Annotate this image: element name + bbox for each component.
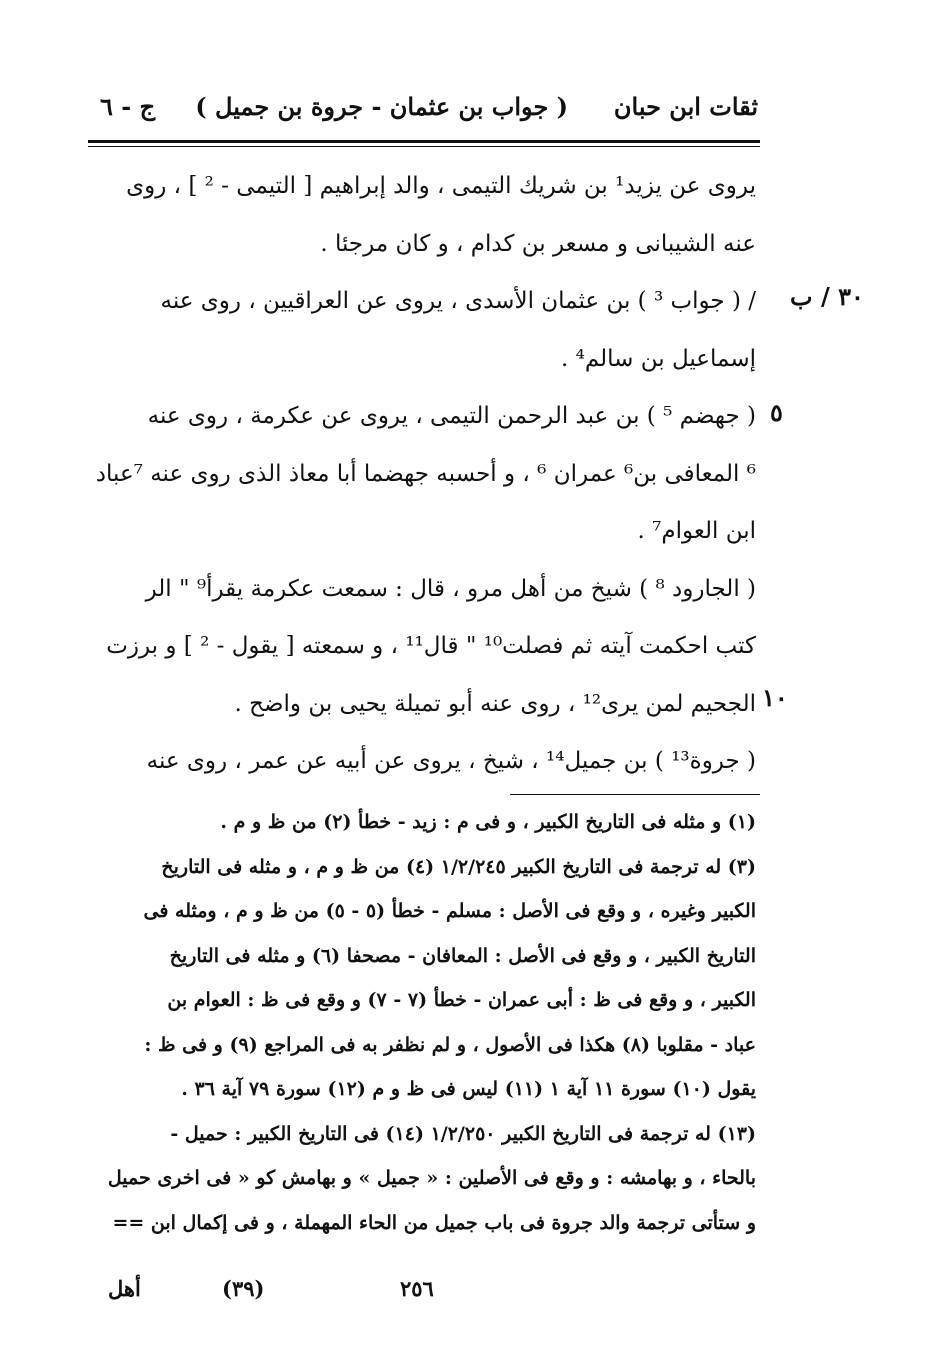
main-text-body (92, 158, 756, 791)
text-line: ( الجارود ⁸ ) شيخ من أهل مرو ، قال : سمعت عكرمة يقرأ⁹ " الر (145, 575, 756, 602)
section-title: ( جواب بن عثمان - جروة بن جميل ) (195, 92, 568, 121)
footnote-line: عباد - مقلوبا (٨) هكذا فى الأصول ، و لم نظفر به فى المراجع (٩) و فى ظ : (144, 1033, 756, 1056)
text-line: ( جروة¹³ ) بن جميل¹⁴ ، شيخ ، يروى عن أبيه عن عمر ، روى عنه (146, 748, 756, 774)
volume-label: ج - ٦ (100, 92, 156, 121)
text-line: ( جهضم ⁵ ) بن عبد الرحمن التيمى ، يروى عن عكرمة ، روى عنه (147, 403, 756, 429)
page-number: ٢٥٦ (400, 1276, 434, 1301)
footnote-line: بالحاء ، و بهامشه : و وقع فى الأصلين : « جميل » و بهامش كو « فى اخرى حميل (107, 1167, 756, 1189)
text-line: ⁶ المعافى بن⁶ عمران ⁶ ، و أحسبه جهضما أبا معاذ الذى روى عنه ⁷عباد (95, 460, 756, 487)
header-rule-thick (88, 140, 760, 143)
text-line: / ( جواب ³ ) بن عثمان الأسدى ، يروى عن العراقيين ، روى عنه (160, 288, 756, 314)
footnote-line: (٣) له ترجمة فى التاريخ الكبير ١/٢/٢٤٥ (٤) من ظ و م ، و مثله فى التاريخ (161, 855, 756, 878)
folio-marker: ٣٠ / ب (790, 282, 864, 311)
footnotes (98, 800, 756, 1245)
footnote-line: (١) و مثله فى التاريخ الكبير ، و فى م : زيد - خطأ (٢) من ظ و م . (220, 811, 756, 833)
header-rule-thin (88, 146, 760, 147)
catchword: أهل (108, 1276, 141, 1301)
book-title: ثقات ابن حبان (613, 92, 758, 121)
text-line: الجحيم لمن يرى¹² ، روى عنه أبو تميلة يحيى بن واضح . (234, 690, 756, 717)
text-line: كتب احكمت آيته ثم فصلت¹⁰ " قال¹¹ ، و سمعته [ يقول - ² ] و برزت (106, 633, 756, 659)
footnote-line: الكبير وغيره ، و وقع فى الأصل : مسلم - خطأ (٥ - ٥) من ظ و م ، ومثله فى (143, 900, 756, 922)
text-line: عنه الشيبانى و مسعر بن كدام ، و كان مرجئا . (320, 230, 756, 257)
page-footer (100, 1276, 760, 1310)
footnote-separator (510, 794, 760, 795)
footnote-line: يقول (١٠) سورة ١١ آية ١ (١١) ليس فى ظ و م (١٢) سورة ٧٩ آية ٣٦ . (181, 1078, 756, 1100)
text-line: ابن العوام⁷ . (637, 518, 756, 544)
section-number: (٣٩) (222, 1276, 265, 1301)
line-number-10: ١٠ (762, 683, 788, 712)
footnote-line: التاريخ الكبير ، و وقع فى الأصل : المعافان - مصحفا (٦) و مثله فى التاريخ (169, 944, 756, 967)
text-line: يروى عن يزيد¹ بن شريك التيمى ، والد إبراهيم [ التيمى - ² ] ، روى (126, 173, 756, 199)
running-header (90, 92, 758, 132)
footnote-line: و ستأتى ترجمة والد جروة فى باب جميل من الحاء المهملة ، و فى إكمال ابن == (112, 1211, 756, 1234)
line-number-5: ٥ (770, 398, 783, 427)
footnote-line: (١٣) له ترجمة فى التاريخ الكبير ١/٢/٢٥٠ (١٤) فى التاريخ الكبير : حميل - (170, 1122, 756, 1145)
text-line: إسماعيل بن سالم⁴ . (560, 345, 756, 372)
footnote-line: الكبير ، و وقع فى ظ : أبى عمران - خطأ (٧ - ٧) و وقع فى ظ : العوام بن (167, 989, 756, 1011)
